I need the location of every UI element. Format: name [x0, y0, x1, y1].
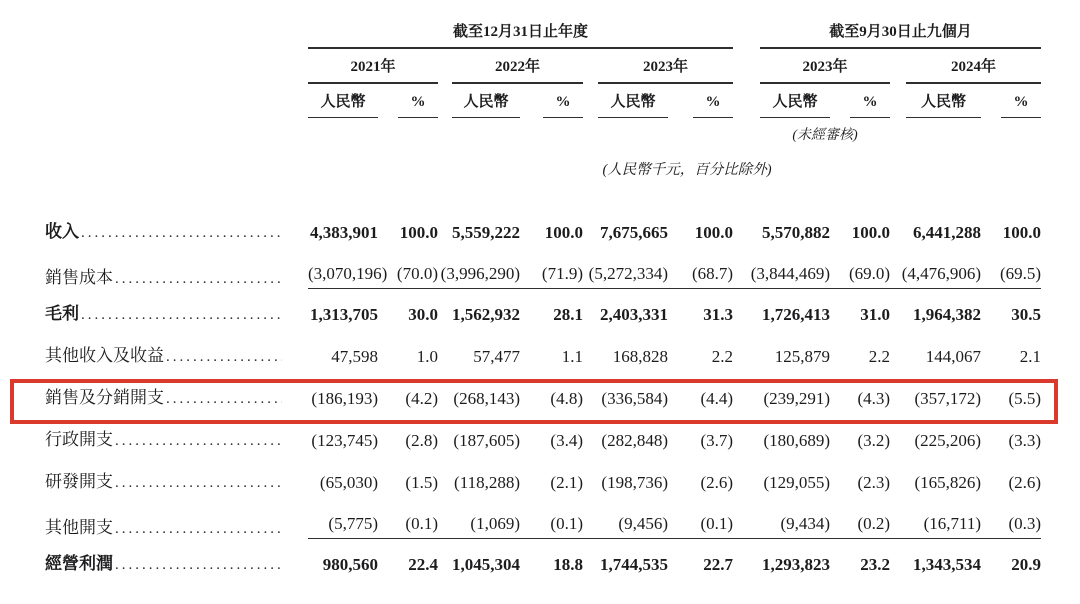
value-cell-2021-pct: 100.0: [399, 223, 438, 242]
value-cell-2022-pct: 18.8: [553, 555, 583, 574]
value-cell-2024-9m-pct: 100.0: [1002, 223, 1042, 242]
value-cell-2024-9m-rmb: 144,067: [925, 347, 982, 366]
dot-leader: [115, 473, 282, 493]
income-statement-table: [40, 16, 1041, 586]
dot-leader: [166, 347, 282, 367]
value-cell-2021-rmb: (186,193): [311, 389, 378, 408]
table-row: [40, 544, 1041, 586]
year-label-2024-9m: 2024年: [906, 57, 1041, 84]
dot-leader: [115, 555, 282, 575]
value-cell-2024-9m-rmb: (165,826): [914, 473, 982, 492]
value-cell-2023-rmb: (198,736): [601, 473, 668, 492]
value-cell-2022-rmb: (118,288): [454, 473, 520, 492]
value-cell-2024-9m-rmb: (357,172): [914, 389, 982, 408]
dot-leader: [81, 305, 282, 325]
dot-leader: [115, 431, 282, 451]
table-row: [40, 504, 1041, 544]
value-cell-2021-rmb: (65,030): [319, 473, 378, 492]
unaudited-note-row: [40, 118, 1041, 146]
value-cell-2022-rmb: (268,143): [453, 389, 520, 408]
value-cell-2023-pct: 31.3: [703, 305, 734, 324]
value-cell-2023-9m-rmb: (9,434): [733, 504, 830, 544]
currency-header: 人民幣: [452, 92, 520, 118]
value-cell-2021-pct: (0.1): [378, 504, 438, 544]
row-label-cell: [40, 294, 308, 336]
percent-header: %: [1001, 92, 1041, 118]
value-cell-2023-9m-pct: (69.0): [830, 254, 890, 294]
value-cell-2024-9m-rmb: 6,441,288: [913, 223, 982, 242]
value-cell-2022-rmb: 57,477: [473, 347, 520, 366]
value-cell-2022-pct: 1.1: [561, 347, 583, 366]
value-cell-2023-pct: (4.4): [700, 389, 734, 408]
value-cell-2024-9m-rmb: (16,711): [890, 504, 981, 544]
value-cell-2021-pct: 1.0: [416, 347, 438, 366]
dot-leader: [115, 519, 282, 539]
value-cell-2021-rmb: (3,070,196): [308, 254, 378, 294]
value-cell-2024-9m-pct: (69.5): [981, 254, 1041, 294]
period-header-row: [40, 16, 1041, 49]
value-cell-2024-9m-pct: (0.3): [981, 504, 1041, 544]
table-row: [40, 420, 1041, 462]
value-cell-2023-rmb: (9,456): [583, 504, 668, 544]
value-cell-2023-9m-pct: 2.2: [868, 347, 891, 366]
value-cell-2024-9m-rmb: (225,206): [914, 431, 982, 450]
currency-header: 人民幣: [906, 92, 981, 118]
table-body: [40, 180, 1041, 586]
value-cell-2023-pct: (0.1): [668, 504, 733, 544]
year-header-row: [40, 49, 1041, 84]
value-cell-2023-9m-pct: 23.2: [860, 555, 891, 574]
value-cell-2022-pct: 28.1: [553, 305, 583, 324]
value-cell-2021-rmb: (123,745): [311, 431, 378, 450]
row-label-cell: [40, 462, 308, 504]
unit-note: (人民幣千元，百分比除外): [602, 162, 772, 178]
currency-header: 人民幣: [598, 92, 668, 118]
table-header: [40, 16, 1041, 180]
value-cell-2021-pct: (2.8): [405, 431, 438, 450]
value-cell-2023-9m-rmb: 5,570,882: [762, 223, 831, 242]
value-cell-2021-pct: (4.2): [405, 389, 438, 408]
unit-note-row: [40, 146, 1041, 180]
value-cell-2023-9m-rmb: (239,291): [763, 389, 831, 408]
value-cell-2022-pct: 100.0: [544, 223, 583, 242]
value-cell-2024-9m-rmb: 1,964,382: [913, 305, 982, 324]
value-cell-2024-9m-pct: (5.5): [1008, 389, 1042, 408]
value-cell-2023-9m-pct: (0.2): [830, 504, 890, 544]
percent-header: %: [398, 92, 438, 118]
row-label: 行政開支: [45, 430, 113, 449]
period-annual-label: 截至12月31日止年度: [308, 22, 733, 49]
value-cell-2023-9m-pct: 31.0: [860, 305, 891, 324]
year-label-2021: 2021年: [308, 57, 438, 84]
row-label: 毛利: [45, 304, 79, 323]
value-cell-2023-rmb: (282,848): [601, 431, 668, 450]
value-cell-2023-pct: (3.7): [700, 431, 734, 450]
value-cell-2024-9m-rmb: 1,343,534: [913, 555, 982, 574]
value-cell-2021-pct: (1.5): [405, 473, 438, 492]
value-cell-2021-pct: 22.4: [408, 555, 438, 574]
value-cell-2021-pct: (70.0): [378, 254, 438, 294]
value-cell-2023-9m-rmb: (129,055): [763, 473, 831, 492]
year-label-2023-9m: 2023年: [760, 57, 890, 84]
row-label: 銷售及分銷開支: [45, 388, 164, 407]
value-cell-2022-rmb: 5,559,222: [452, 223, 520, 242]
value-cell-2023-rmb: 168,828: [612, 347, 668, 366]
row-label-cell: [40, 504, 308, 544]
value-cell-2023-9m-rmb: 125,879: [774, 347, 831, 366]
currency-header: 人民幣: [760, 92, 830, 118]
table-row: [40, 462, 1041, 504]
row-label-cell: [40, 180, 308, 254]
value-cell-2023-rmb: (5,272,334): [583, 254, 668, 294]
value-cell-2021-rmb: 47,598: [331, 347, 378, 366]
value-cell-2023-rmb: 2,403,331: [600, 305, 668, 324]
value-cell-2022-rmb: (3,996,290): [438, 254, 520, 294]
row-label-cell: [40, 336, 308, 378]
value-cell-2023-pct: 2.2: [711, 347, 734, 366]
dot-leader: [81, 223, 282, 243]
value-cell-2023-9m-pct: (4.3): [857, 389, 891, 408]
dot-leader: [115, 269, 282, 289]
value-cell-2023-rmb: 1,744,535: [600, 555, 668, 574]
value-cell-2024-9m-pct: (2.6): [1008, 473, 1042, 492]
value-cell-2022-pct: (2.1): [550, 473, 583, 492]
percent-header: %: [850, 92, 890, 118]
value-cell-2022-rmb: 1,562,932: [452, 305, 520, 324]
value-cell-2024-9m-pct: 20.9: [1011, 555, 1042, 574]
row-label-cell: [40, 378, 308, 420]
row-label: 其他開支: [45, 518, 113, 537]
value-cell-2024-9m-pct: 2.1: [1019, 347, 1042, 366]
value-cell-2022-rmb: (187,605): [453, 431, 520, 450]
row-label: 銷售成本: [45, 268, 113, 287]
currency-header: 人民幣: [308, 92, 378, 118]
value-cell-2022-pct: (3.4): [550, 431, 583, 450]
unaudited-note: (未經審核): [792, 128, 858, 143]
value-cell-2022-pct: (71.9): [520, 254, 583, 294]
value-cell-2023-9m-pct: 100.0: [851, 223, 891, 242]
value-cell-2023-9m-pct: (3.2): [857, 431, 891, 450]
row-label: 經營利潤: [45, 554, 113, 573]
row-label: 研發開支: [45, 472, 113, 491]
row-label: 其他收入及收益: [45, 346, 164, 365]
year-label-2022: 2022年: [452, 57, 583, 84]
value-cell-2023-9m-rmb: 1,293,823: [762, 555, 831, 574]
value-cell-2024-9m-rmb: (4,476,906): [890, 254, 981, 294]
value-cell-2021-rmb: 1,313,705: [310, 305, 378, 324]
period-nine-month-label: 截至9月30日止九個月: [760, 22, 1041, 49]
table-row: [40, 254, 1041, 294]
percent-header: %: [693, 92, 733, 118]
value-cell-2023-rmb: (336,584): [601, 389, 668, 408]
row-label: 收入: [45, 222, 79, 241]
dot-leader: [166, 389, 282, 409]
value-cell-2021-rmb: 4,383,901: [310, 223, 378, 242]
percent-header: %: [543, 92, 583, 118]
table-row: [40, 378, 1041, 420]
value-cell-2023-9m-pct: (2.3): [857, 473, 891, 492]
value-cell-2021-rmb: (5,775): [308, 504, 378, 544]
row-label-cell: [40, 254, 308, 294]
value-cell-2024-9m-pct: 30.5: [1011, 305, 1042, 324]
value-cell-2023-pct: 100.0: [694, 223, 734, 242]
currency-header-row: [40, 84, 1041, 118]
row-label-cell: [40, 420, 308, 462]
value-cell-2023-pct: (2.6): [700, 473, 734, 492]
value-cell-2021-pct: 30.0: [408, 305, 438, 324]
value-cell-2023-pct: 22.7: [703, 555, 734, 574]
value-cell-2022-rmb: 1,045,304: [452, 555, 520, 574]
year-label-2023: 2023年: [598, 57, 733, 84]
value-cell-2023-9m-rmb: (180,689): [763, 431, 831, 450]
table-row: [40, 336, 1041, 378]
value-cell-2023-pct: (68.7): [668, 254, 733, 294]
value-cell-2021-rmb: 980,560: [322, 555, 378, 574]
value-cell-2023-9m-rmb: (3,844,469): [733, 254, 830, 294]
value-cell-2023-9m-rmb: 1,726,413: [762, 305, 831, 324]
value-cell-2023-rmb: 7,675,665: [600, 223, 668, 242]
value-cell-2024-9m-pct: (3.3): [1008, 431, 1042, 450]
table-row: [40, 294, 1041, 336]
value-cell-2022-pct: (4.8): [550, 389, 583, 408]
table-row: [40, 180, 1041, 254]
value-cell-2022-pct: (0.1): [520, 504, 583, 544]
row-label-cell: [40, 544, 308, 586]
value-cell-2022-rmb: (1,069): [438, 504, 520, 544]
